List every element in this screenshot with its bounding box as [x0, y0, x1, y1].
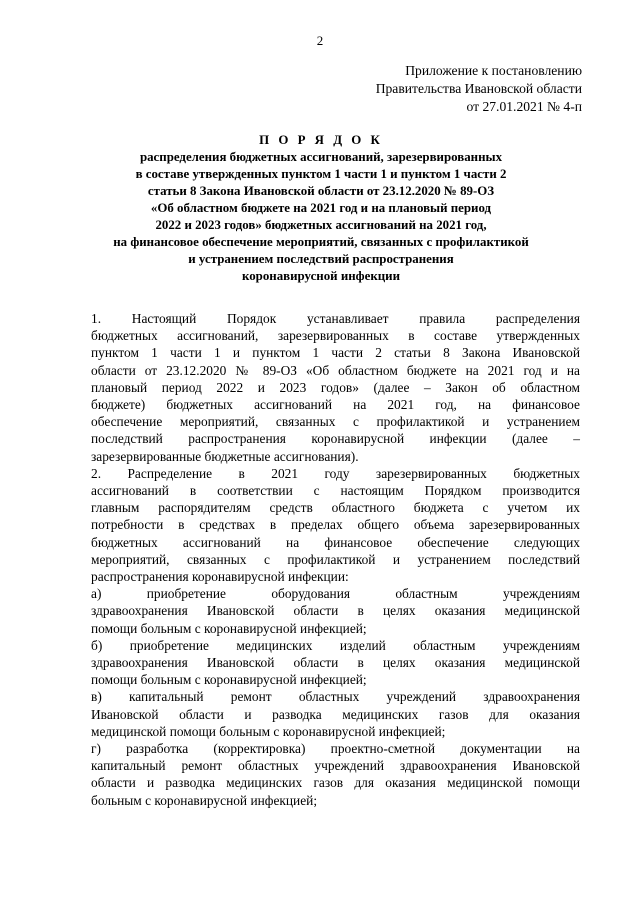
paragraph-1	[91, 310, 580, 465]
text-line: бюджете) бюджетных ассигнований на 2021 год, на финансовое	[91, 397, 580, 413]
text-line: помощи больным с коронавирусной инфекцией;	[91, 620, 367, 636]
paragraph-2	[91, 465, 580, 585]
list-item-g	[91, 740, 580, 809]
text-line: Ивановской области и разводка медицинских газов для оказания	[91, 706, 580, 722]
title-line: в составе утвержденных пунктом 1 части 1 и пунктом 1 части 2	[135, 167, 507, 181]
text-line: медицинской помощи больным с коронавирусной инфекцией;	[91, 723, 446, 739]
text-line: обеспечение мероприятий, связанных с профилактикой и устранением	[91, 414, 580, 430]
list-item-v	[91, 688, 580, 740]
appendix-line: Приложение к постановлению	[405, 63, 582, 78]
document-title	[80, 132, 562, 285]
text-line: б) приобретение медицинских изделий областным учреждениям	[91, 637, 580, 653]
text-line: зарезервированные бюджетные ассигнования).	[91, 448, 359, 464]
title-line: 2022 и 2023 годов» бюджетных ассигнований на 2021 год,	[155, 218, 487, 232]
text-line: помощи больным с коронавирусной инфекцией;	[91, 672, 367, 688]
text-line: больным с коронавирусной инфекцией;	[91, 792, 318, 808]
title-line: статьи 8 Закона Ивановской области от 23.12.2020 № 89-ОЗ	[147, 184, 495, 198]
text-line: г) разработка (корректировка) проектно-сметной документации на	[91, 741, 580, 757]
appendix-note	[376, 62, 582, 116]
text-line: здравоохранения Ивановской области в целях оказания медицинской	[91, 655, 580, 671]
title-line: и устранением последствий распространения	[188, 252, 454, 266]
list-item-b	[91, 637, 580, 689]
text-line: мероприятий, связанных с профилактикой и устранением последствий	[91, 551, 580, 567]
document-body	[91, 310, 580, 809]
title-line: распределения бюджетных ассигнований, зарезервированных	[139, 150, 503, 164]
text-line: потребности в средствах в пределах общего объема зарезервированных	[91, 517, 580, 533]
text-line: области и разводка медицинских газов для оказания медицинской помощи	[91, 775, 580, 791]
text-line: 1. Настоящий Порядок устанавливает правила распределения	[91, 311, 580, 326]
title-line: «Об областном бюджете на 2021 год и на плановый период	[150, 201, 492, 215]
text-line: плановый период 2022 и 2023 годов» (далее – Закон об областном	[91, 379, 580, 395]
text-line: а) приобретение оборудования областным учреждениям	[91, 586, 580, 602]
text-line: пунктом 1 части 1 и пунктом 1 части 2 статьи 8 Закона Ивановской	[91, 345, 580, 361]
text-line: 2. Распределение в 2021 году зарезервированных бюджетных	[91, 465, 580, 481]
title-line: на финансовое обеспечение мероприятий, связанных с профилактикой	[113, 235, 529, 249]
text-line: последствий распространения коронавирусной инфекции (далее –	[91, 431, 580, 447]
page-number: 2	[316, 33, 324, 48]
text-line: ассигнований в соответствии с настоящим Порядком производится	[91, 483, 580, 499]
text-line: распространения коронавирусной инфекции:	[91, 569, 349, 585]
list-item-a	[91, 585, 580, 637]
text-line: капитальный ремонт областных учреждений здравоохранения Ивановской	[91, 758, 580, 774]
text-line: главным распорядителям средств областного бюджета с учетом их	[91, 500, 580, 516]
appendix-line: Правительства Ивановской области	[375, 81, 582, 96]
title-heading: П О Р Я Д О К	[259, 133, 383, 147]
text-line: в) капитальный ремонт областных учреждений здравоохранения	[91, 689, 580, 705]
text-line: бюджетных ассигнований, зарезервированных в составе утвержденных	[91, 328, 580, 344]
appendix-line: от 27.01.2021 № 4-п	[466, 99, 582, 114]
title-line: коронавирусной инфекции	[241, 269, 401, 283]
text-line: здравоохранения Ивановской области в целях оказания медицинской	[91, 603, 580, 619]
text-line: бюджетных ассигнований на финансовое обеспечение следующих	[91, 534, 580, 550]
text-line: области от 23.12.2020 № 89-ОЗ «Об областном бюджете на 2021 год и на	[91, 362, 580, 378]
